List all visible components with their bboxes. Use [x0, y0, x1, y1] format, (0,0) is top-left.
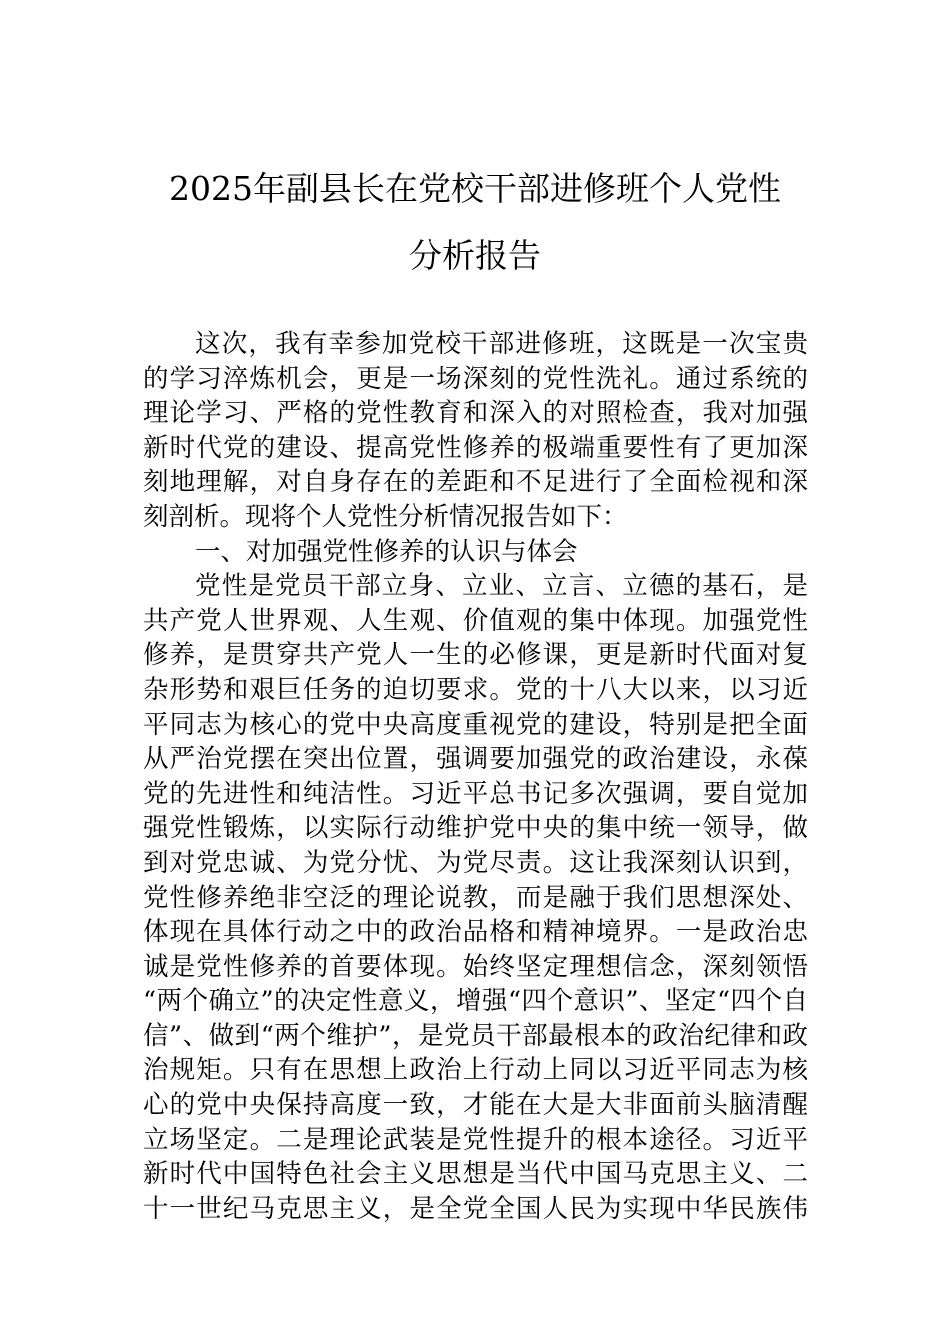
paragraph-line: 党性修养绝非空泛的理论说教，而是融于我们思想深处、 [143, 882, 808, 913]
paragraph-line: 体现在具体行动之中的政治品格和精神境界。一是政治忠 [143, 917, 808, 948]
paragraph-line: 新时代党的建设、提高党性修养的极端重要性有了更加深 [143, 432, 808, 463]
document-body [143, 327, 808, 1226]
document-title-line-2: 分析报告 [409, 236, 541, 275]
paragraph-line: 刻地理解，对自身存在的差距和不足进行了全面检视和深 [143, 467, 808, 498]
paragraph-line: 到对党忠诚、为党分忧、为党尽责。这让我深刻认识到， [143, 847, 808, 878]
paragraph-line: 这次，我有幸参加党校干部进修班，这既是一次宝贵 [195, 329, 808, 359]
paragraph-line: 新时代中国特色社会主义思想是当代中国马克思主义、二 [143, 1159, 808, 1190]
paragraph-line: 信”、做到“两个维护”，是党员干部最根本的政治纪律和政 [143, 1020, 808, 1051]
paragraph-line: 诚是党性修养的首要体现。始终坚定理想信念，深刻领悟 [143, 951, 808, 982]
paragraph-line: 立场坚定。二是理论武装是党性提升的根本途径。习近平 [143, 1124, 808, 1155]
paragraph-line: 治规矩。只有在思想上政治上行动上同以习近平同志为核 [143, 1055, 808, 1086]
paragraph-line: 刻剖析。现将个人党性分析情况报告如下： [143, 501, 628, 532]
section-heading: 一、对加强党性修养的认识与体会 [195, 536, 578, 567]
paragraph-line: 平同志为核心的党中央高度重视党的建设，特别是把全面 [143, 709, 808, 740]
paragraph-line: 共产党人世界观、人生观、价值观的集中体现。加强党性 [143, 605, 808, 636]
paragraph-line: 修养，是贯穿共产党人一生的必修课，更是新时代面对复 [143, 640, 808, 671]
paragraph-line: “两个确立”的决定性意义，增强“四个意识”、坚定“四个自 [143, 986, 808, 1017]
document-title-line-1: 2025年副县长在党校干部进修班个人党性 [169, 169, 781, 208]
paragraph-line: 的学习淬炼机会，更是一场深刻的党性洗礼。通过系统的 [143, 363, 808, 394]
paragraph-line: 理论学习、严格的党性教育和深入的对照检查，我对加强 [143, 398, 808, 429]
paragraph-line: 党的先进性和纯洁性。习近平总书记多次强调，要自觉加 [143, 778, 808, 809]
paragraph-line: 心的党中央保持高度一致，才能在大是大非面前头脑清醒 [143, 1090, 808, 1121]
paragraph-line: 杂形势和艰巨任务的迫切要求。党的十八大以来，以习近 [143, 674, 808, 705]
paragraph-line: 从严治党摆在突出位置，强调要加强党的政治建设，永葆 [143, 744, 808, 775]
paragraph-line: 十一世纪马克思主义，是全党全国人民为实现中华民族伟 [143, 1193, 808, 1224]
paragraph-line: 强党性锻炼，以实际行动维护党中央的集中统一领导，做 [143, 813, 808, 844]
paragraph-line: 党性是党员干部立身、立业、立言、立德的基石，是 [195, 571, 808, 602]
